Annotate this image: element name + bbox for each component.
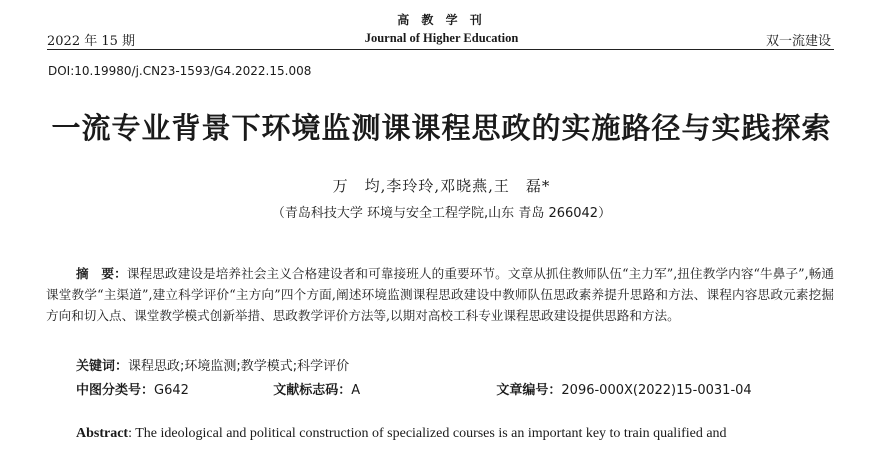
doc-code-label: 文献标志码： <box>273 383 352 398</box>
keywords-label: 关键词： <box>76 359 129 374</box>
header-divider <box>47 49 834 50</box>
clc-value: G642 <box>154 383 189 398</box>
journal-name-cn: 高 教 学 刊 <box>397 13 486 27</box>
clc-label: 中图分类号： <box>76 383 155 398</box>
column-label: 双一流建设 <box>765 34 831 49</box>
keywords-text: 课程思政;环境监测;教学模式;科学评价 <box>128 359 350 374</box>
classification-row <box>76 379 752 398</box>
affiliation: （青岛科技大学 环境与安全工程学院,山东 青岛 266042） <box>271 206 612 221</box>
article-title: 一流专业背景下环境监测课课程思政的实施路径与实践探索 <box>51 111 832 145</box>
abstract-en-label: Abstract <box>76 426 129 441</box>
article-no-value: 2096-000X(2022)15-0031-04 <box>561 383 752 398</box>
abstract-en-text: : The ideological and political construction of specialized courses is an important key to train qualified and <box>128 426 727 441</box>
abstract-text: 课程思政建设是培养社会主义合格建设者和可靠接班人的重要环节。文章从抓住教师队伍“主力军”,扭住教学内容“牛鼻子”,畅通课堂教学“主渠道”,建立科学评价“主方向”四个方面,阐述环境监测课程思政建设中教师队伍思政素养提升思路和方法、课程内容思政元素挖掘方向和切入点、课堂教学模式创新举措、思政教学评价方法等,以期对高校工科专业课程思政建设提供思路和方法。 <box>46 266 835 323</box>
abstract-label: 摘 要： <box>76 266 127 281</box>
issue-label: 2022 年 15 期 <box>47 34 136 49</box>
journal-name-en: Journal of Higher Education <box>364 31 519 45</box>
doi: DOI:10.19980/j.CN23-1593/G4.2022.15.008 <box>48 64 312 78</box>
article-no-label: 文章编号： <box>496 383 562 398</box>
abstract-en <box>76 426 834 442</box>
authors: 万 均,李玲玲,邓晓燕,王 磊* <box>332 177 551 195</box>
keywords <box>76 355 349 374</box>
doc-code-value: A <box>351 383 361 398</box>
abstract-cn <box>46 263 834 326</box>
